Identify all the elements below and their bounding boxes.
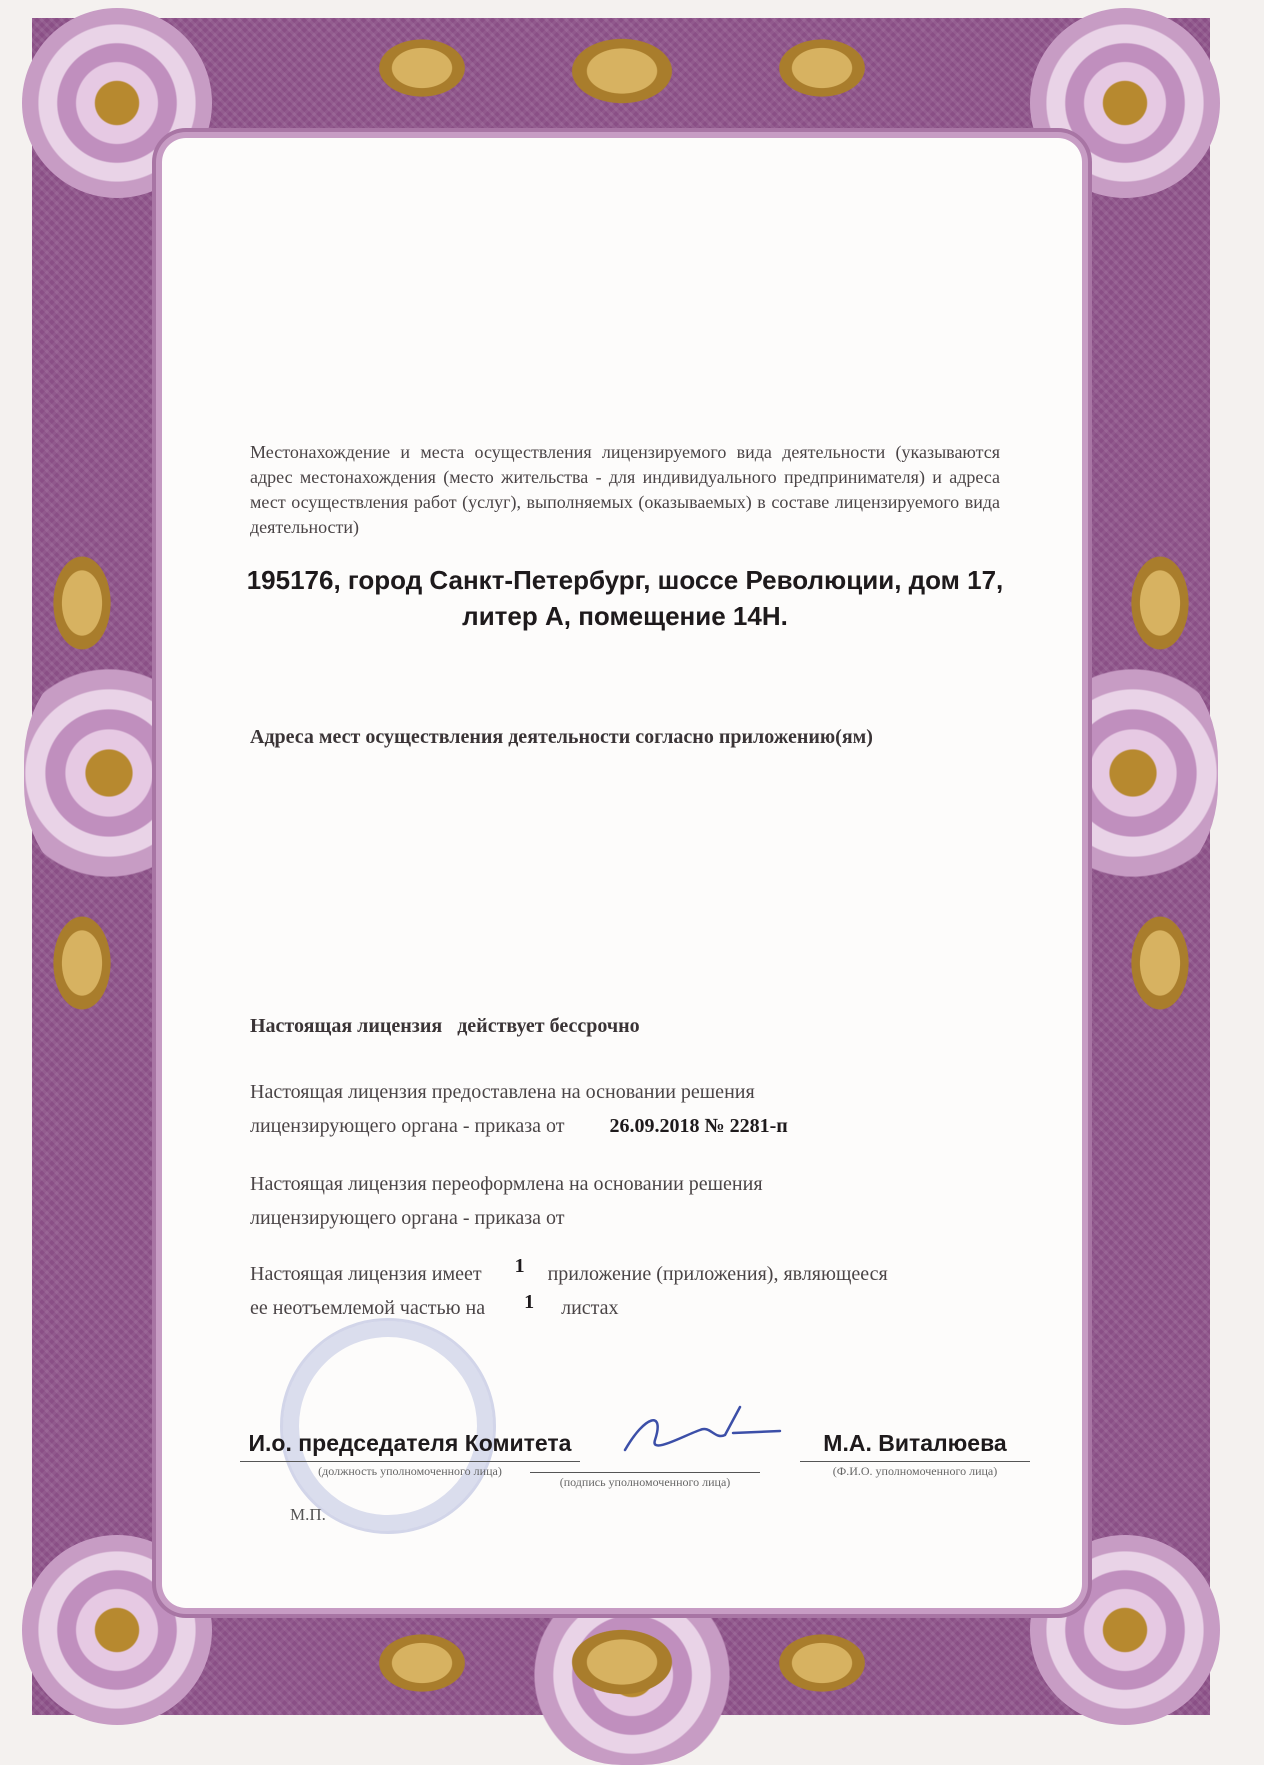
location-description: Местонахождение и места осуществления лицензируемого вида деятельности (указываются адрес местонахождения (место жительства - для индивидуального предпринимателя) и адреса мест осуществления работ (услуг), выполняемых (оказываемых) в составе лицензируемого вида деятельности): [250, 442, 1000, 537]
license-address: [220, 562, 1030, 634]
appendix-line-1: [250, 1257, 1050, 1291]
gold-ornament-bottom-left: [362, 1623, 482, 1703]
signature-row: [240, 1430, 1030, 1500]
appendix-line-1-prefix: Настоящая лицензия имеет: [250, 1263, 482, 1285]
granted-line-1: Настоящая лицензия предоставлена на основании решения: [250, 1081, 755, 1103]
gold-ornament-bottom-right: [762, 1623, 882, 1703]
official-stamp: [280, 1318, 496, 1534]
signature-caption: (подпись уполномоченного лица): [559, 1475, 731, 1489]
gold-ornament-top-center: [552, 26, 692, 116]
gold-ornament-bottom-center: [552, 1617, 692, 1707]
gold-ornament-top-right: [762, 28, 882, 108]
name-caption: (Ф.И.О. уполномоченного лица): [832, 1464, 998, 1478]
granted-line-2-prefix: лицензирующего органа - приказа от: [250, 1115, 565, 1137]
validity-value: действует бессрочно: [457, 1015, 640, 1037]
reissued-basis: [250, 1167, 1050, 1235]
signatory-position: И.о. председателя Комитета: [248, 1430, 572, 1456]
appendix-line-2-suffix: листах: [561, 1297, 619, 1319]
appendix-line-1-suffix: приложение (приложения), являющееся: [547, 1263, 888, 1285]
granted-basis: [250, 1075, 1050, 1143]
activity-places-note: Адреса мест осуществления деятельности согласно приложению(ям): [250, 726, 873, 748]
license-content: [246, 440, 1004, 752]
gold-ornament-left-lower: [42, 898, 122, 1028]
appendix-statement: [250, 1257, 1050, 1325]
signatory-position-cell: [240, 1430, 580, 1479]
order-number: 26.09.2018 № 2281-п: [609, 1115, 788, 1137]
signatory-name-cell: [800, 1430, 1030, 1479]
address-line-2: литер А, помещение 14Н.: [462, 601, 788, 631]
granted-line-2: [250, 1109, 1050, 1143]
reissued-line-1: Настоящая лицензия переоформлена на основании решения: [250, 1173, 763, 1195]
reissued-line-2: лицензирующего органа - приказа от: [250, 1207, 565, 1229]
gold-ornament-top-left: [362, 28, 482, 108]
gold-ornament-right-lower: [1120, 898, 1200, 1028]
validity-label: Настоящая лицензия: [250, 1015, 443, 1037]
appendix-sheets: 1: [524, 1291, 535, 1313]
gold-ornament-left-upper: [42, 538, 122, 668]
gold-ornament-right-upper: [1120, 538, 1200, 668]
seal-place-mark: М.П.: [290, 1505, 326, 1524]
appendix-line-2-prefix: ее неотъемлемой частью на: [250, 1297, 486, 1319]
address-line-1: 195176, город Санкт-Петербург, шоссе Революции, дом 17,: [246, 565, 1004, 595]
validity-statement: [250, 1015, 640, 1038]
signatory-name: М.А. Виталюева: [823, 1430, 1007, 1456]
signature-cell: [530, 1468, 760, 1490]
appendix-count: 1: [514, 1255, 525, 1277]
position-caption: (должность уполномоченного лица): [318, 1464, 502, 1478]
